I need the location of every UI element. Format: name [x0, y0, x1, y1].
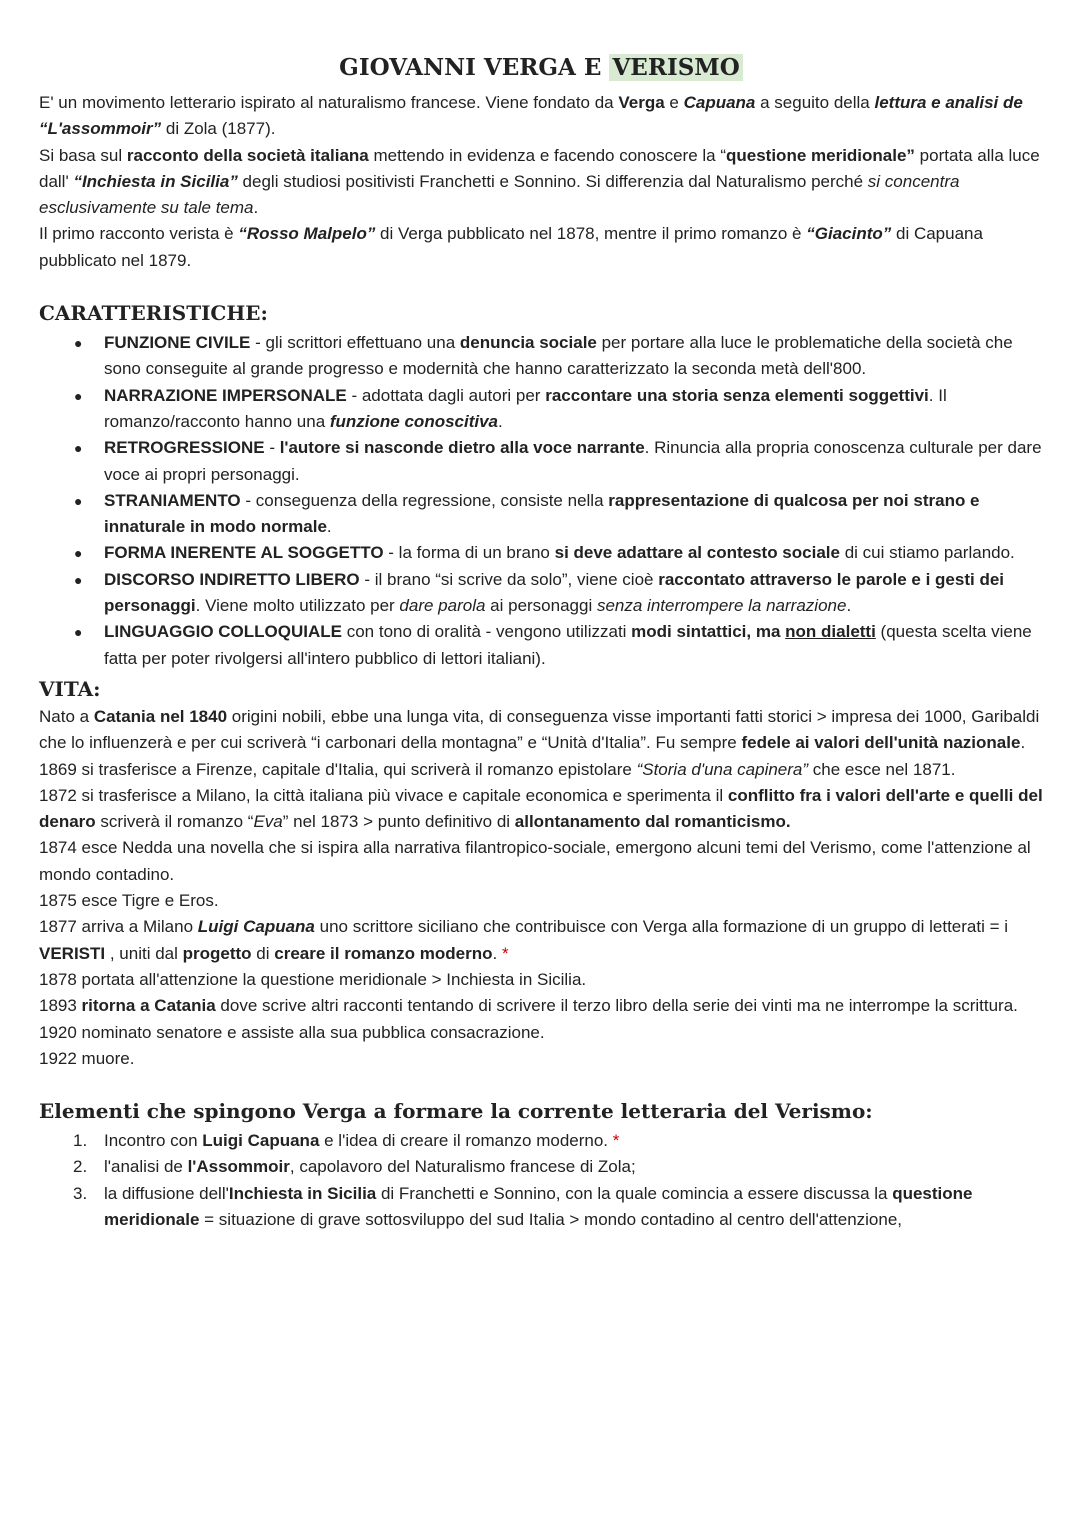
- section-heading-elementi: Elementi che spingono Verga a formare la corrente letteraria del Verismo:: [39, 1099, 873, 1124]
- section-heading-vita: VITA:: [39, 676, 101, 701]
- caratteristiche-list: [39, 330, 1043, 672]
- asterisk-mark: *: [612, 1131, 620, 1151]
- vita-paragraph: 1893 ritorna a Catania dove scrive altri racconti tentando di scrivere il terzo libro della serie dei vinti ma ne interrompe la scrittura.: [39, 996, 1018, 1016]
- list-item: 1. Incontro con Luigi Capuana e l'idea di creare il romanzo moderno. *: [73, 1131, 620, 1151]
- page-title: [39, 52, 1043, 84]
- vita-paragraph: 1920 nominato senatore e assiste alla sua pubblica consacrazione.: [39, 1022, 545, 1042]
- vita-paragraph: 1869 si trasferisce a Firenze, capitale d'Italia, qui scriverà il romanzo epistolare “Storia d'una capinera” che esce nel 1871.: [39, 759, 956, 779]
- list-item: ● DISCORSO INDIRETTO LIBERO - il brano “si scrive da solo”, viene cioè raccontato attraverso le parole e i gesti dei personaggi. Viene molto utilizzato per dare parola ai personaggi senza interrompere la narrazione.: [74, 569, 1005, 616]
- title-highlight: VERISMO: [609, 54, 742, 81]
- elementi-list: [39, 1128, 1043, 1233]
- list-item: ● STRANIAMENTO - conseguenza della regressione, consiste nella rappresentazione di qualcosa per noi strano e innaturale in modo normale.: [74, 490, 980, 537]
- list-item: 3. la diffusione dell'Inchiesta in Sicilia di Franchetti e Sonnino, con la quale comincia a essere discussa la questione meridionale = situazione di grave sottosviluppo del sud Italia > mondo contadino al centro dell'attenzione,: [73, 1183, 973, 1229]
- document-page: [39, 52, 1043, 1233]
- intro-paragraph-3: Il primo racconto verista è “Rosso Malpelo” di Verga pubblicato nel 1878, mentre il primo romanzo è “Giacinto” di Capuana pubblicato nel 1879.: [39, 224, 983, 270]
- vita-paragraph: 1877 arriva a Milano Luigi Capuana uno scrittore siciliano che contribuisce con Verga alla formazione di un gruppo di letterati = i VERISTI , uniti dal progetto di creare il romanzo moderno. *: [39, 917, 1009, 963]
- vita-paragraph: 1922 muore.: [39, 1048, 135, 1068]
- list-item: ● FORMA INERENTE AL SOGGETTO - la forma di un brano si deve adattare al contesto sociale di cui stiamo parlando.: [74, 543, 1015, 563]
- vita-paragraph: 1872 si trasferisce a Milano, la città italiana più vivace e capitale economica e sperimenta il conflitto fra i valori dell'arte e quelli del denaro scriverà il romanzo “Eva” nel 1873 > punto definitivo di allontanamento dal romanticismo.: [39, 785, 1043, 832]
- list-item: ● NARRAZIONE IMPERSONALE - adottata dagli autori per raccontare una storia senza elementi soggettivi. Il romanzo/racconto hanno una funzione conoscitiva.: [74, 385, 947, 431]
- intro-paragraph-2: Si basa sul racconto della società italiana mettendo in evidenza e facendo conoscere la “questione meridionale” portata alla luce dall' “Inchiesta in Sicilia” degli studiosi positivisti Franchetti e Sonnino. Si differenzia dal Naturalismo perché si concentra esclusivamente su tale tema.: [39, 145, 1040, 218]
- intro-paragraph-1: E' un movimento letterario ispirato al naturalismo francese. Viene fondato da Verga e Capuana a seguito della lettura e analisi de “L'assommoir” di Zola (1877).: [39, 93, 1023, 139]
- title-main: GIOVANNI VERGA E: [339, 54, 602, 81]
- list-item: ● LINGUAGGIO COLLOQUIALE con tono di oralità - vengono utilizzati modi sintattici, ma non dialetti (questa scelta viene fatta per poter rivolgersi all'intero pubblico di lettori italiani).: [74, 622, 1032, 668]
- asterisk-mark: *: [501, 943, 509, 963]
- vita-paragraph: 1875 esce Tigre e Eros.: [39, 891, 219, 911]
- section-heading-caratteristiche: CARATTERISTICHE:: [39, 301, 268, 326]
- vita-paragraph: 1874 esce Nedda una novella che si ispira alla narrativa filantropico-sociale, emergono alcuni temi del Verismo, come l'attenzione al mondo contadino.: [39, 838, 1031, 884]
- vita-paragraph: Nato a Catania nel 1840 origini nobili, ebbe una lunga vita, di conseguenza visse importanti fatti storici > impresa dei 1000, Garibaldi che lo influenzerà e per cui scriverà “i carbonari della montagna” e “Unità d'Italia”. Fu sempre fedele ai valori dell'unità nazionale.: [39, 706, 1040, 753]
- list-item: ● RETROGRESSIONE - l'autore si nasconde dietro alla voce narrante. Rinuncia alla propria conoscenza culturale per dare voce ai propri personaggi.: [74, 438, 1042, 484]
- list-item: 2. l'analisi de l'Assommoir, capolavoro del Naturalismo francese di Zola;: [73, 1157, 636, 1177]
- vita-paragraph: 1878 portata all'attenzione la questione meridionale > Inchiesta in Sicilia.: [39, 969, 587, 989]
- list-item: ● FUNZIONE CIVILE - gli scrittori effettuano una denuncia sociale per portare alla luce le problematiche della società che sono conseguite al grande progresso e modernità che hanno caratterizzato la seconda metà dell'800.: [74, 333, 1013, 379]
